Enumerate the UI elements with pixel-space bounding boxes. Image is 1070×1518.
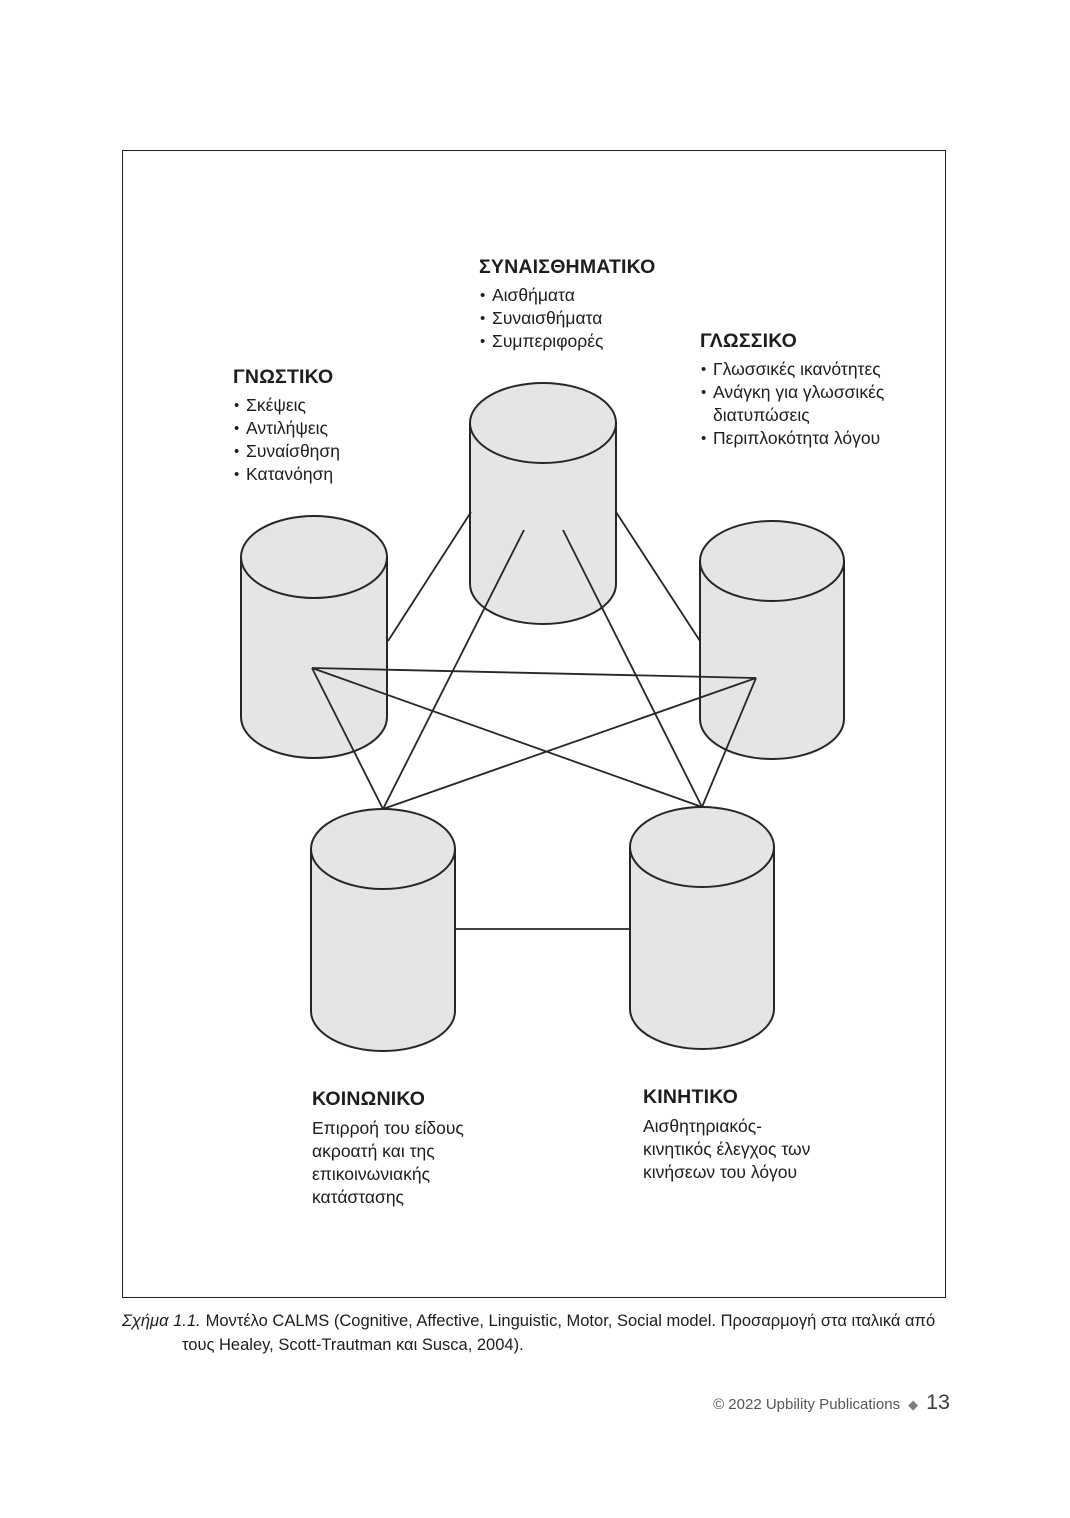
- cylinder-cognitive: [241, 516, 387, 758]
- node-desc-motor: Αισθητηριακός-κινητικός έλεγχος των κινήσεων του λόγου: [643, 1116, 811, 1182]
- list-item: • Γλωσσικές ικανότητες: [700, 358, 905, 381]
- list-item: • Ανάγκη για γλωσσικές διατυπώσεις: [700, 381, 905, 427]
- page-number: 13: [926, 1390, 950, 1414]
- node-list-affective: [479, 284, 709, 353]
- list-item: • Περιπλοκότητα λόγου: [700, 427, 905, 450]
- cylinder-top: [311, 809, 455, 889]
- node-linguistic: [700, 329, 905, 450]
- list-item: • Συναισθήματα: [479, 307, 709, 330]
- cylinder-top: [470, 383, 616, 463]
- edge-affective-cognitive: [388, 512, 471, 641]
- copyright-text: © 2022 Upbility Publications: [713, 1396, 901, 1413]
- cylinder-top: [630, 807, 774, 887]
- diamond-icon: ◆: [908, 1397, 919, 1412]
- figure-caption: [122, 1310, 958, 1357]
- cylinder-affective: [470, 383, 616, 624]
- node-title-social: ΚΟΙΝΩΝΙΚΟ: [312, 1088, 426, 1110]
- list-item: • Αντιλήψεις: [233, 417, 423, 440]
- node-list-cognitive: [233, 394, 423, 486]
- page-footer: [713, 1390, 950, 1415]
- cylinder-social: [311, 809, 455, 1051]
- cylinder-linguistic: [700, 521, 844, 759]
- node-cognitive: [233, 365, 423, 486]
- edge-affective-linguistic: [616, 512, 700, 641]
- list-item: • Συμπεριφορές: [479, 330, 709, 353]
- node-list-linguistic: [700, 358, 905, 450]
- node-title-affective: ΣΥΝΑΙΣΘΗΜΑΤΙΚΟ: [479, 256, 656, 278]
- node-title-cognitive: ΓΝΩΣΤΙΚΟ: [233, 366, 334, 388]
- node-desc-social: Επιρροή του είδους ακροατή και της επικοινωνιακής κατάστασης: [312, 1118, 464, 1207]
- cylinder-top: [700, 521, 844, 601]
- figure-frame: [122, 150, 946, 1298]
- list-item: • Κατανόηση: [233, 463, 423, 486]
- node-social: [312, 1087, 477, 1209]
- node-title-motor: ΚΙΝΗΤΙΚΟ: [643, 1086, 738, 1108]
- caption-label: Σχήμα 1.1.: [122, 1312, 201, 1330]
- node-affective: [479, 255, 709, 353]
- node-title-linguistic: ΓΛΩΣΣΙΚΟ: [700, 330, 798, 352]
- list-item: • Συναίσθηση: [233, 440, 423, 463]
- node-motor: [643, 1085, 815, 1184]
- caption-text: Μοντέλο CALMS (Cognitive, Affective, Linguistic, Motor, Social model. Προσαρμογή στα ιταλικά από τους Healey, Scott-Trautman και Susca, 2004).: [182, 1312, 936, 1354]
- list-item: • Αισθήματα: [479, 284, 709, 307]
- list-item: • Σκέψεις: [233, 394, 423, 417]
- cylinder-top: [241, 516, 387, 598]
- cylinder-motor: [630, 807, 774, 1049]
